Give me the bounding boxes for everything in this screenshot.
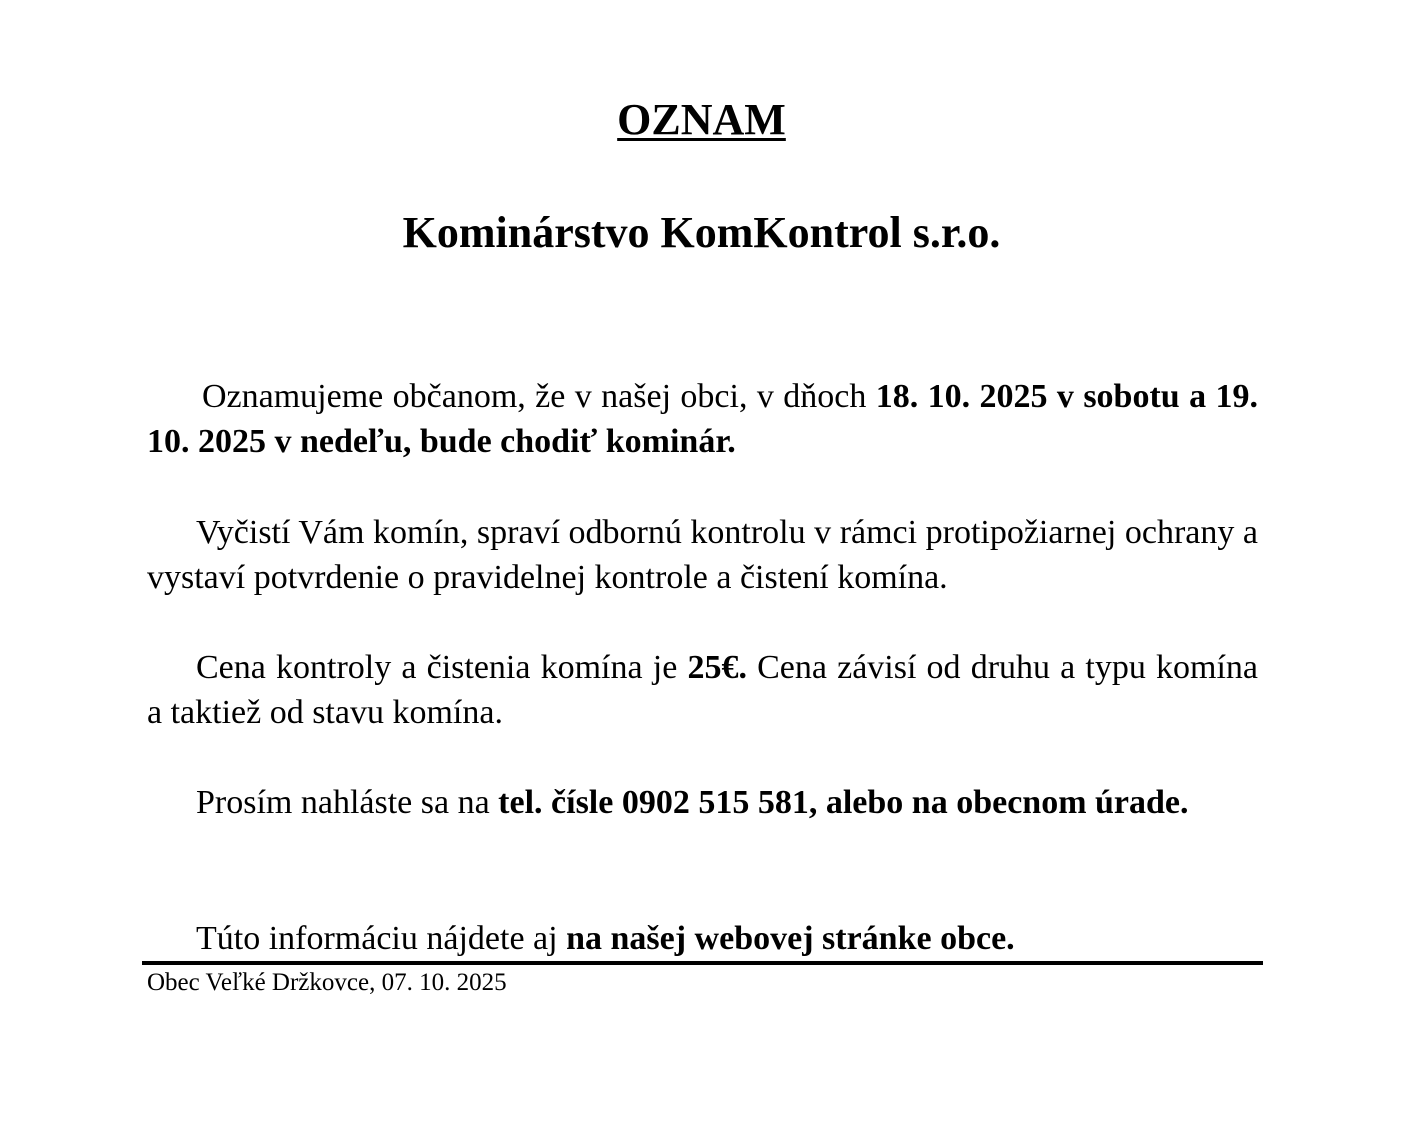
paragraph-website (147, 916, 1258, 961)
paragraph-contact (147, 780, 1258, 825)
paragraph-text: Cena závisí od druhu a typu komína a taktiež od stavu komína. (147, 649, 1258, 731)
paragraph-text: Cena kontroly a čistenia komína je (196, 649, 688, 686)
paragraph-text: Túto informáciu nájdete aj (196, 920, 567, 957)
contact-phone: tel. čísle 0902 515 581, alebo na obecnom úrade. (498, 784, 1189, 821)
visit-dates: 18. 10. 2025 v sobotu a 19. 10. 2025 v nedeľu, bude chodiť kominár. (147, 378, 1258, 460)
footer-signature: Obec Veľké Držkovce, 07. 10. 2025 (147, 969, 507, 996)
divider-line (142, 961, 1263, 965)
notice-title (0, 94, 1403, 146)
paragraph-services (147, 510, 1258, 600)
company-name: Kominárstvo KomKontrol s.r.o. (402, 208, 1001, 257)
paragraph-visit-dates (147, 374, 1258, 464)
paragraph-text: Prosím nahláste sa na (196, 784, 499, 821)
paragraph-text: Oznamujeme občanom, že v našej obci, v dňoch (202, 378, 876, 415)
notice-title-text: OZNAM (617, 95, 786, 144)
paragraph-text: Vyčistí Vám komín, spraví odbornú kontrolu v rámci protipožiarnej ochrany a vystaví potvrdenie o pravidelnej kontrole a čistení komína. (147, 514, 1258, 596)
price-value: 25€. (687, 649, 747, 686)
website-mention: na našej webovej stránke obce. (566, 920, 1015, 957)
paragraph-price (147, 645, 1258, 735)
